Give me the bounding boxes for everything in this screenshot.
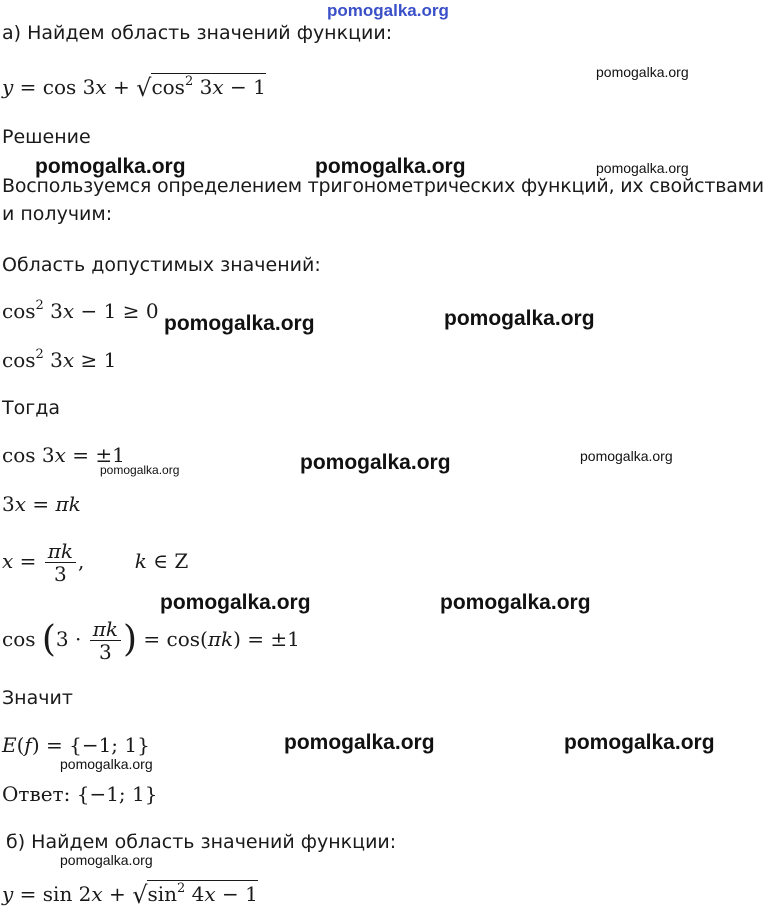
answer-a: Ответ: {−1; 1}: [2, 782, 158, 806]
watermark: pomogalka.org: [564, 731, 715, 754]
part-b-heading: б) Найдем область значений функции:: [6, 831, 397, 853]
watermark: pomogalka.org: [315, 155, 466, 178]
equation-check: cos (3 · $\frac{\pi k}{3}$ ) = cos(πk) = ±1: [2, 617, 300, 664]
watermark: pomogalka.org: [596, 64, 689, 80]
equation-cos3x: cos 3x = ±1: [2, 443, 125, 467]
equation-x: x = $\frac{\pi k}{3}$ , k ∈ Z: [2, 539, 189, 586]
watermark: pomogalka.org: [100, 463, 180, 477]
watermark: pomogalka.org: [444, 307, 595, 330]
then-label: Тогда: [2, 397, 60, 419]
inequality-2: $\cos^2 3x \ge 1$: [2, 347, 117, 372]
watermark: pomogalka.org: [35, 155, 186, 178]
watermark: pomogalka.org: [596, 160, 689, 176]
solution-label: Решение: [2, 126, 91, 148]
watermark: pomogalka.org: [440, 591, 591, 614]
watermark: pomogalka.org: [300, 451, 451, 474]
watermark: pomogalka.org: [164, 312, 315, 335]
watermark: pomogalka.org: [60, 852, 153, 868]
function-a-formula: $y = \cos 3x + √\cos^2$ 3x − 1: [2, 74, 266, 102]
inequality-1: $\cos^2 3x - 1 \ge 0$: [2, 298, 159, 323]
part-a-heading: а) Найдем область значений функции:: [2, 22, 393, 44]
and-get-text: и получим:: [2, 203, 113, 225]
domain-label: Область допустимых значений:: [2, 254, 321, 276]
watermark: pomogalka.org: [160, 591, 311, 614]
watermark-top: pomogalka.org: [327, 1, 449, 20]
so-label: Значит: [2, 687, 73, 709]
function-b-formula: $y = \sin 2x + √\sin^2$ 4x − 1: [2, 881, 258, 909]
range-result: E(f) = {−1; 1}: [2, 733, 150, 757]
use-definitions-text: Воспользуемся определением тригонометрических функций, их свойствами: [2, 175, 764, 197]
watermark: pomogalka.org: [284, 731, 435, 754]
watermark: pomogalka.org: [60, 756, 153, 772]
watermark: pomogalka.org: [580, 448, 673, 464]
equation-3x: 3x = πk: [2, 492, 81, 516]
